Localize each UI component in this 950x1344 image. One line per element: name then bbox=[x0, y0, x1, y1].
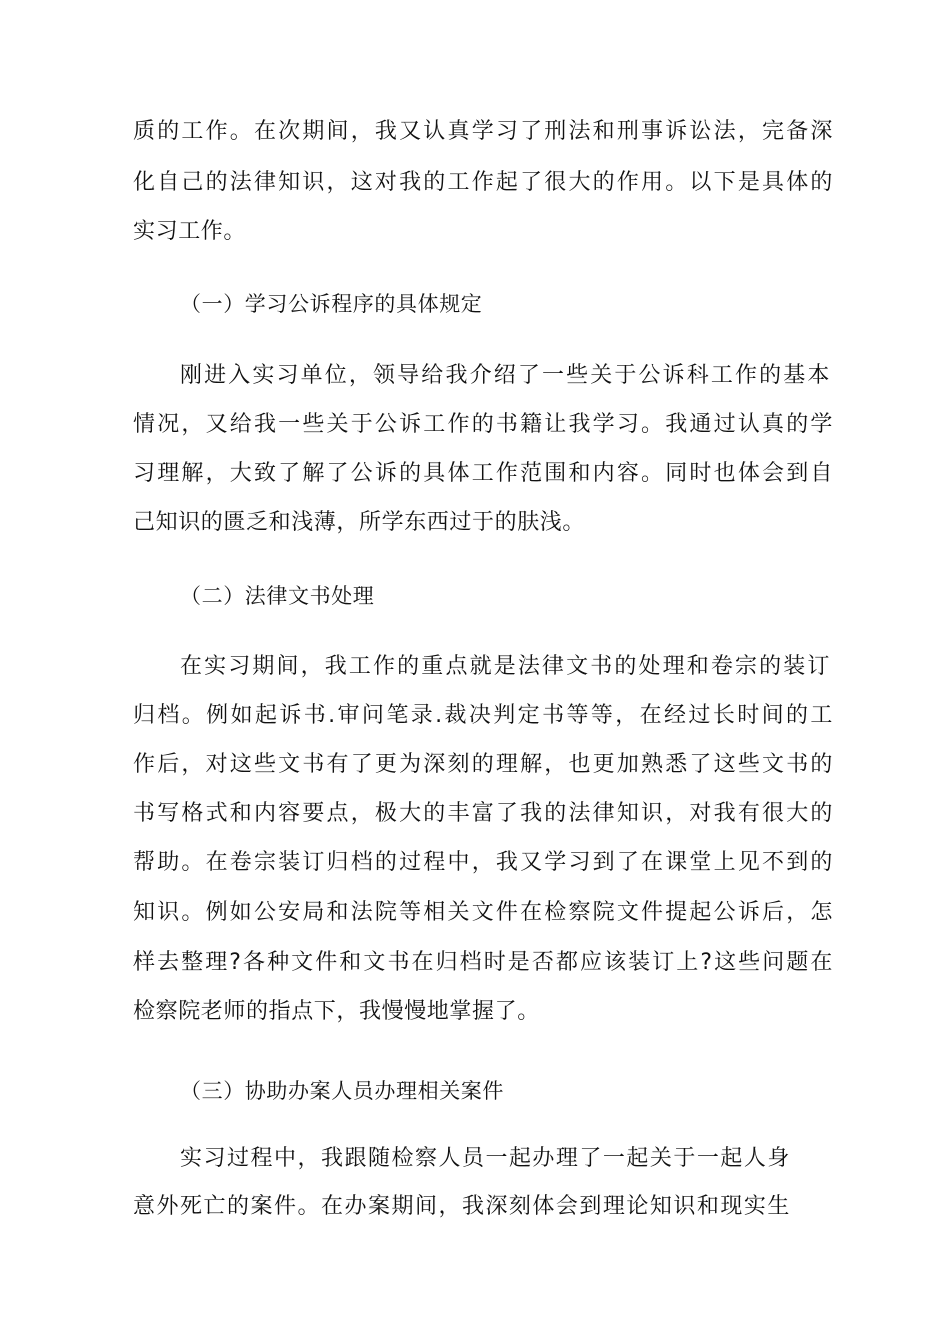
paragraph-line: 样去整理?各种文件和文书在归档时是否都应该装订上?这些问题在 bbox=[133, 950, 833, 975]
paragraph-line: 己知识的匮乏和浅薄，所学东西过于的肤浅。 bbox=[133, 510, 586, 535]
paragraph-line: 实习过程中，我跟随检察人员一起办理了一起关于一起人身 bbox=[180, 1146, 790, 1171]
paragraph-line: 帮助。在卷宗装订归档的过程中，我又学习到了在课堂上见不到的 bbox=[133, 850, 833, 875]
paragraph-line: 质的工作。在次期间，我又认真学习了刑法和刑事诉讼法，完备深 bbox=[133, 119, 833, 144]
paragraph-line: 化自己的法律知识，这对我的工作起了很大的作用。以下是具体的 bbox=[133, 170, 833, 195]
paragraph-line: 书写格式和内容要点，极大的丰富了我的法律知识，对我有很大的 bbox=[133, 801, 833, 826]
paragraph-line: 刚进入实习单位，领导给我介绍了一些关于公诉科工作的基本 bbox=[180, 363, 830, 388]
paragraph-line: 检察院老师的指点下，我慢慢地掌握了。 bbox=[133, 999, 540, 1024]
paragraph-line: 作后，对这些文书有了更为深刻的理解，也更加熟悉了这些文书的 bbox=[133, 752, 833, 777]
paragraph-line: 在实习期间，我工作的重点就是法律文书的处理和卷宗的装订 bbox=[180, 654, 830, 679]
paragraph-line: 习理解，大致了解了公诉的具体工作范围和内容。同时也体会到自 bbox=[133, 461, 833, 486]
paragraph-line: 情况，又给我一些关于公诉工作的书籍让我学习。我通过认真的学 bbox=[133, 412, 833, 437]
paragraph-line: 知识。例如公安局和法院等相关文件在检察院文件提起公诉后，怎 bbox=[133, 900, 833, 925]
section-heading-1: （一）学习公诉程序的具体规定 bbox=[180, 292, 483, 316]
paragraph-line: 实习工作。 bbox=[133, 219, 247, 244]
paragraph-line: 归档。例如起诉书.审问笔录.裁决判定书等等，在经过长时间的工 bbox=[133, 703, 833, 728]
section-heading-2: （二）法律文书处理 bbox=[180, 584, 375, 608]
section-heading-3: （三）协助办案人员办理相关案件 bbox=[180, 1079, 504, 1103]
paragraph-line: 意外死亡的案件。在办案期间，我深刻体会到理论知识和现实生 bbox=[133, 1194, 790, 1219]
